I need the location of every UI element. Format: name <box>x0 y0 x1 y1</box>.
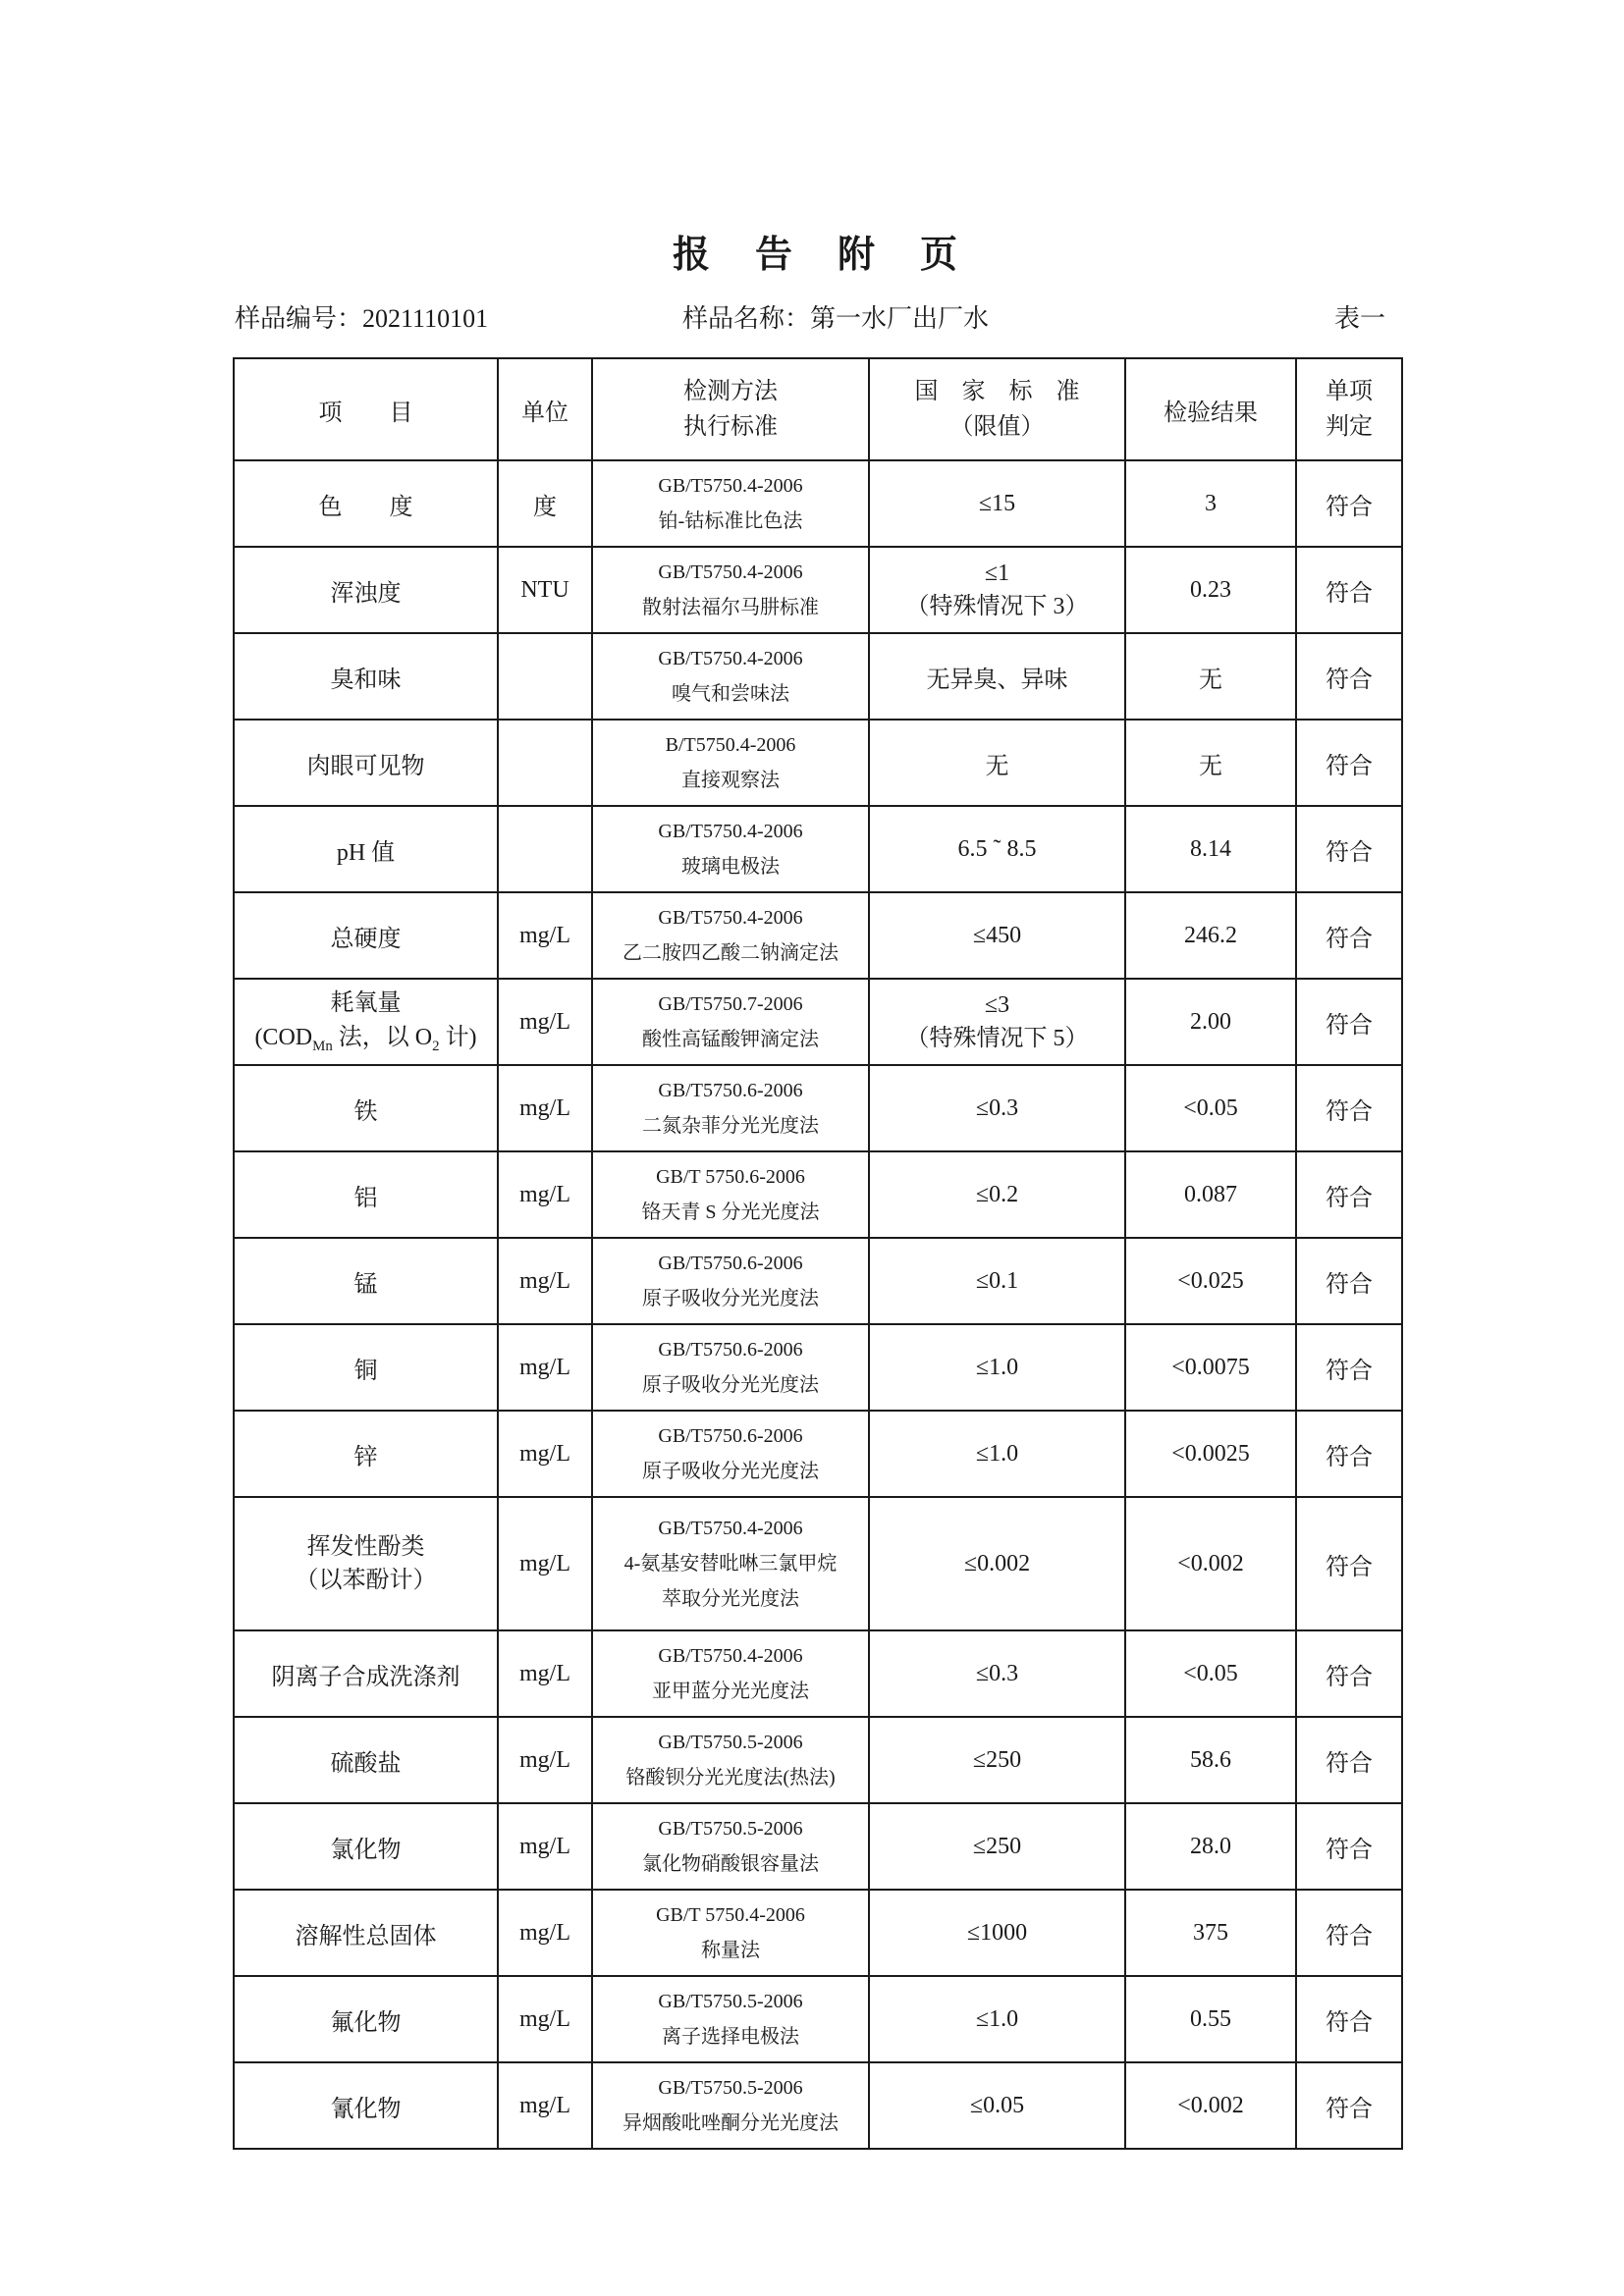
cell-method: GB/T5750.7-2006 酸性高锰酸钾滴定法 <box>592 979 869 1065</box>
cell-method: GB/T5750.4-2006 玻璃电极法 <box>592 806 869 892</box>
cell-judgment: 符合 <box>1296 1717 1402 1803</box>
cell-unit: 度 <box>498 460 592 547</box>
cell-item: 色 度 <box>234 460 498 547</box>
sample-info-line <box>233 298 1401 355</box>
cell-judgment: 符合 <box>1296 1803 1402 1890</box>
cell-result: 8.14 <box>1125 806 1296 892</box>
cell-result: 3 <box>1125 460 1296 547</box>
cell-result: <0.002 <box>1125 2062 1296 2149</box>
cell-item: pH 值 <box>234 806 498 892</box>
cell-item: 铜 <box>234 1324 498 1411</box>
cell-limit: 无 <box>869 720 1125 806</box>
cell-result: <0.0025 <box>1125 1411 1296 1497</box>
cell-limit: ≤1.0 <box>869 1324 1125 1411</box>
cell-method: GB/T5750.4-2006 4-氨基安替吡啉三氯甲烷 萃取分光光度法 <box>592 1497 869 1630</box>
cell-item: 硫酸盐 <box>234 1717 498 1803</box>
sample-name-group <box>682 298 989 335</box>
cell-judgment: 符合 <box>1296 720 1402 806</box>
table-header-row <box>234 358 1402 460</box>
table-row <box>234 892 1402 979</box>
cell-method: GB/T5750.6-2006 原子吸收分光光度法 <box>592 1411 869 1497</box>
page-title: 报 告 附 页 <box>672 235 961 276</box>
cell-judgment: 符合 <box>1296 460 1402 547</box>
cell-judgment: 符合 <box>1296 1324 1402 1411</box>
cell-method: GB/T5750.4-2006 亚甲蓝分光光度法 <box>592 1630 869 1717</box>
table-number-tag: 表一 <box>1333 304 1385 333</box>
cell-result: <0.025 <box>1125 1238 1296 1324</box>
water-quality-table <box>233 357 1403 2150</box>
cell-judgment: 符合 <box>1296 1890 1402 1976</box>
table-row <box>234 979 1402 1065</box>
cell-unit: mg/L <box>498 1976 592 2062</box>
cell-unit: mg/L <box>498 1324 592 1411</box>
cell-unit <box>498 633 592 720</box>
cell-limit: 6.5 ˜ 8.5 <box>869 806 1125 892</box>
cell-item: 锌 <box>234 1411 498 1497</box>
cell-limit: ≤1 （特殊情况下 3） <box>869 547 1125 633</box>
cell-judgment: 符合 <box>1296 1497 1402 1630</box>
cell-item: 总硬度 <box>234 892 498 979</box>
sample-id-label: 样品编号： <box>235 304 363 333</box>
cell-judgment: 符合 <box>1296 979 1402 1065</box>
cell-limit: ≤0.05 <box>869 2062 1125 2149</box>
table-row <box>234 1497 1402 1630</box>
cell-item: 铝 <box>234 1151 498 1238</box>
cell-limit: ≤1000 <box>869 1890 1125 1976</box>
cell-limit: ≤0.3 <box>869 1065 1125 1151</box>
cell-method: GB/T5750.5-2006 异烟酸吡唑酮分光光度法 <box>592 2062 869 2149</box>
cell-unit: mg/L <box>498 979 592 1065</box>
cell-method: GB/T5750.5-2006 铬酸钡分光光度法(热法) <box>592 1717 869 1803</box>
cell-item: 铁 <box>234 1065 498 1151</box>
cell-unit: mg/L <box>498 1803 592 1890</box>
cell-result: 0.087 <box>1125 1151 1296 1238</box>
sample-id-value: 2021110101 <box>362 304 489 333</box>
table-row <box>234 2062 1402 2149</box>
sample-name-value: 第一水厂出厂水 <box>810 304 990 333</box>
sample-id-group <box>235 298 488 335</box>
cell-judgment: 符合 <box>1296 806 1402 892</box>
cell-unit: mg/L <box>498 892 592 979</box>
cell-result: 28.0 <box>1125 1803 1296 1890</box>
table-row <box>234 720 1402 806</box>
cell-judgment: 符合 <box>1296 892 1402 979</box>
table-row <box>234 1890 1402 1976</box>
header-limit: 国 家 标 准 （限值） <box>869 358 1125 460</box>
cell-result: <0.05 <box>1125 1630 1296 1717</box>
table-row <box>234 1151 1402 1238</box>
cell-unit: mg/L <box>498 1630 592 1717</box>
cell-result: 0.23 <box>1125 547 1296 633</box>
header-result: 检验结果 <box>1125 358 1296 460</box>
cell-method: GB/T5750.4-2006 嗅气和尝味法 <box>592 633 869 720</box>
cell-judgment: 符合 <box>1296 1151 1402 1238</box>
cell-result: 2.00 <box>1125 979 1296 1065</box>
cell-judgment: 符合 <box>1296 547 1402 633</box>
cell-limit: ≤15 <box>869 460 1125 547</box>
cell-item: 臭和味 <box>234 633 498 720</box>
cell-item: 氯化物 <box>234 1803 498 1890</box>
cell-limit: ≤3 （特殊情况下 5） <box>869 979 1125 1065</box>
cell-item: 氟化物 <box>234 1976 498 2062</box>
cell-limit: ≤0.2 <box>869 1151 1125 1238</box>
cell-unit: mg/L <box>498 2062 592 2149</box>
cell-limit: ≤0.3 <box>869 1630 1125 1717</box>
cell-item: 浑浊度 <box>234 547 498 633</box>
cell-judgment: 符合 <box>1296 1065 1402 1151</box>
cell-judgment: 符合 <box>1296 1976 1402 2062</box>
cell-result: 0.55 <box>1125 1976 1296 2062</box>
cell-item: 肉眼可见物 <box>234 720 498 806</box>
cell-unit <box>498 720 592 806</box>
cell-method: GB/T5750.4-2006 铂-钴标准比色法 <box>592 460 869 547</box>
results-table-body <box>234 460 1402 2149</box>
cell-result: <0.05 <box>1125 1065 1296 1151</box>
sample-name-label: 样品名称： <box>682 304 811 333</box>
cell-judgment: 符合 <box>1296 2062 1402 2149</box>
cell-method: GB/T5750.5-2006 氯化物硝酸银容量法 <box>592 1803 869 1890</box>
cell-limit: ≤450 <box>869 892 1125 979</box>
cell-limit: ≤1.0 <box>869 1976 1125 2062</box>
cell-unit: mg/L <box>498 1717 592 1803</box>
cell-result: 无 <box>1125 720 1296 806</box>
cell-unit: mg/L <box>498 1497 592 1630</box>
cell-unit: NTU <box>498 547 592 633</box>
table-row <box>234 1976 1402 2062</box>
table-row <box>234 1324 1402 1411</box>
cell-result: 375 <box>1125 1890 1296 1976</box>
cell-judgment: 符合 <box>1296 1630 1402 1717</box>
cell-method: GB/T 5750.4-2006 称量法 <box>592 1890 869 1976</box>
table-row <box>234 1411 1402 1497</box>
cell-method: GB/T5750.6-2006 二氮杂菲分光光度法 <box>592 1065 869 1151</box>
cell-item: 耗氧量 ($COD_{Mn}$ 法，以 $O_2$ 计) <box>234 979 498 1065</box>
cell-method: B/T5750.4-2006 直接观察法 <box>592 720 869 806</box>
cell-limit: ≤250 <box>869 1803 1125 1890</box>
cell-unit: mg/L <box>498 1890 592 1976</box>
cell-limit: ≤0.1 <box>869 1238 1125 1324</box>
cell-result: <0.002 <box>1125 1497 1296 1630</box>
header-item: 项 目 <box>234 358 498 460</box>
table-row <box>234 547 1402 633</box>
cell-method: GB/T5750.6-2006 原子吸收分光光度法 <box>592 1238 869 1324</box>
header-method: 检测方法 执行标准 <box>592 358 869 460</box>
cell-result: <0.0075 <box>1125 1324 1296 1411</box>
cell-result: 58.6 <box>1125 1717 1296 1803</box>
cell-unit: mg/L <box>498 1151 592 1238</box>
cell-unit <box>498 806 592 892</box>
cell-unit: mg/L <box>498 1238 592 1324</box>
cell-method: GB/T 5750.6-2006 铬天青 S 分光光度法 <box>592 1151 869 1238</box>
table-row <box>234 1065 1402 1151</box>
cell-method: GB/T5750.5-2006 离子选择电极法 <box>592 1976 869 2062</box>
cell-method: GB/T5750.6-2006 原子吸收分光光度法 <box>592 1324 869 1411</box>
cell-limit: ≤250 <box>869 1717 1125 1803</box>
header-judgment: 单项 判定 <box>1296 358 1402 460</box>
table-row <box>234 1630 1402 1717</box>
table-row <box>234 806 1402 892</box>
cell-method: GB/T5750.4-2006 乙二胺四乙酸二钠滴定法 <box>592 892 869 979</box>
cell-result: 无 <box>1125 633 1296 720</box>
table-row <box>234 1717 1402 1803</box>
cell-limit: ≤1.0 <box>869 1411 1125 1497</box>
cell-judgment: 符合 <box>1296 633 1402 720</box>
table-row <box>234 633 1402 720</box>
header-unit: 单位 <box>498 358 592 460</box>
cell-item: 氰化物 <box>234 2062 498 2149</box>
cell-method: GB/T5750.4-2006 散射法福尔马肼标准 <box>592 547 869 633</box>
cell-item: 阴离子合成洗涤剂 <box>234 1630 498 1717</box>
cell-item: 挥发性酚类 （以苯酚计） <box>234 1497 498 1630</box>
cell-limit: ≤0.002 <box>869 1497 1125 1630</box>
cell-item: 溶解性总固体 <box>234 1890 498 1976</box>
cell-item: 锰 <box>234 1238 498 1324</box>
cell-unit: mg/L <box>498 1411 592 1497</box>
cell-limit: 无异臭、异味 <box>869 633 1125 720</box>
cell-judgment: 符合 <box>1296 1238 1402 1324</box>
cell-result: 246.2 <box>1125 892 1296 979</box>
table-row <box>234 1238 1402 1324</box>
table-row <box>234 460 1402 547</box>
cell-judgment: 符合 <box>1296 1411 1402 1497</box>
cell-unit: mg/L <box>498 1065 592 1151</box>
table-row <box>234 1803 1402 1890</box>
